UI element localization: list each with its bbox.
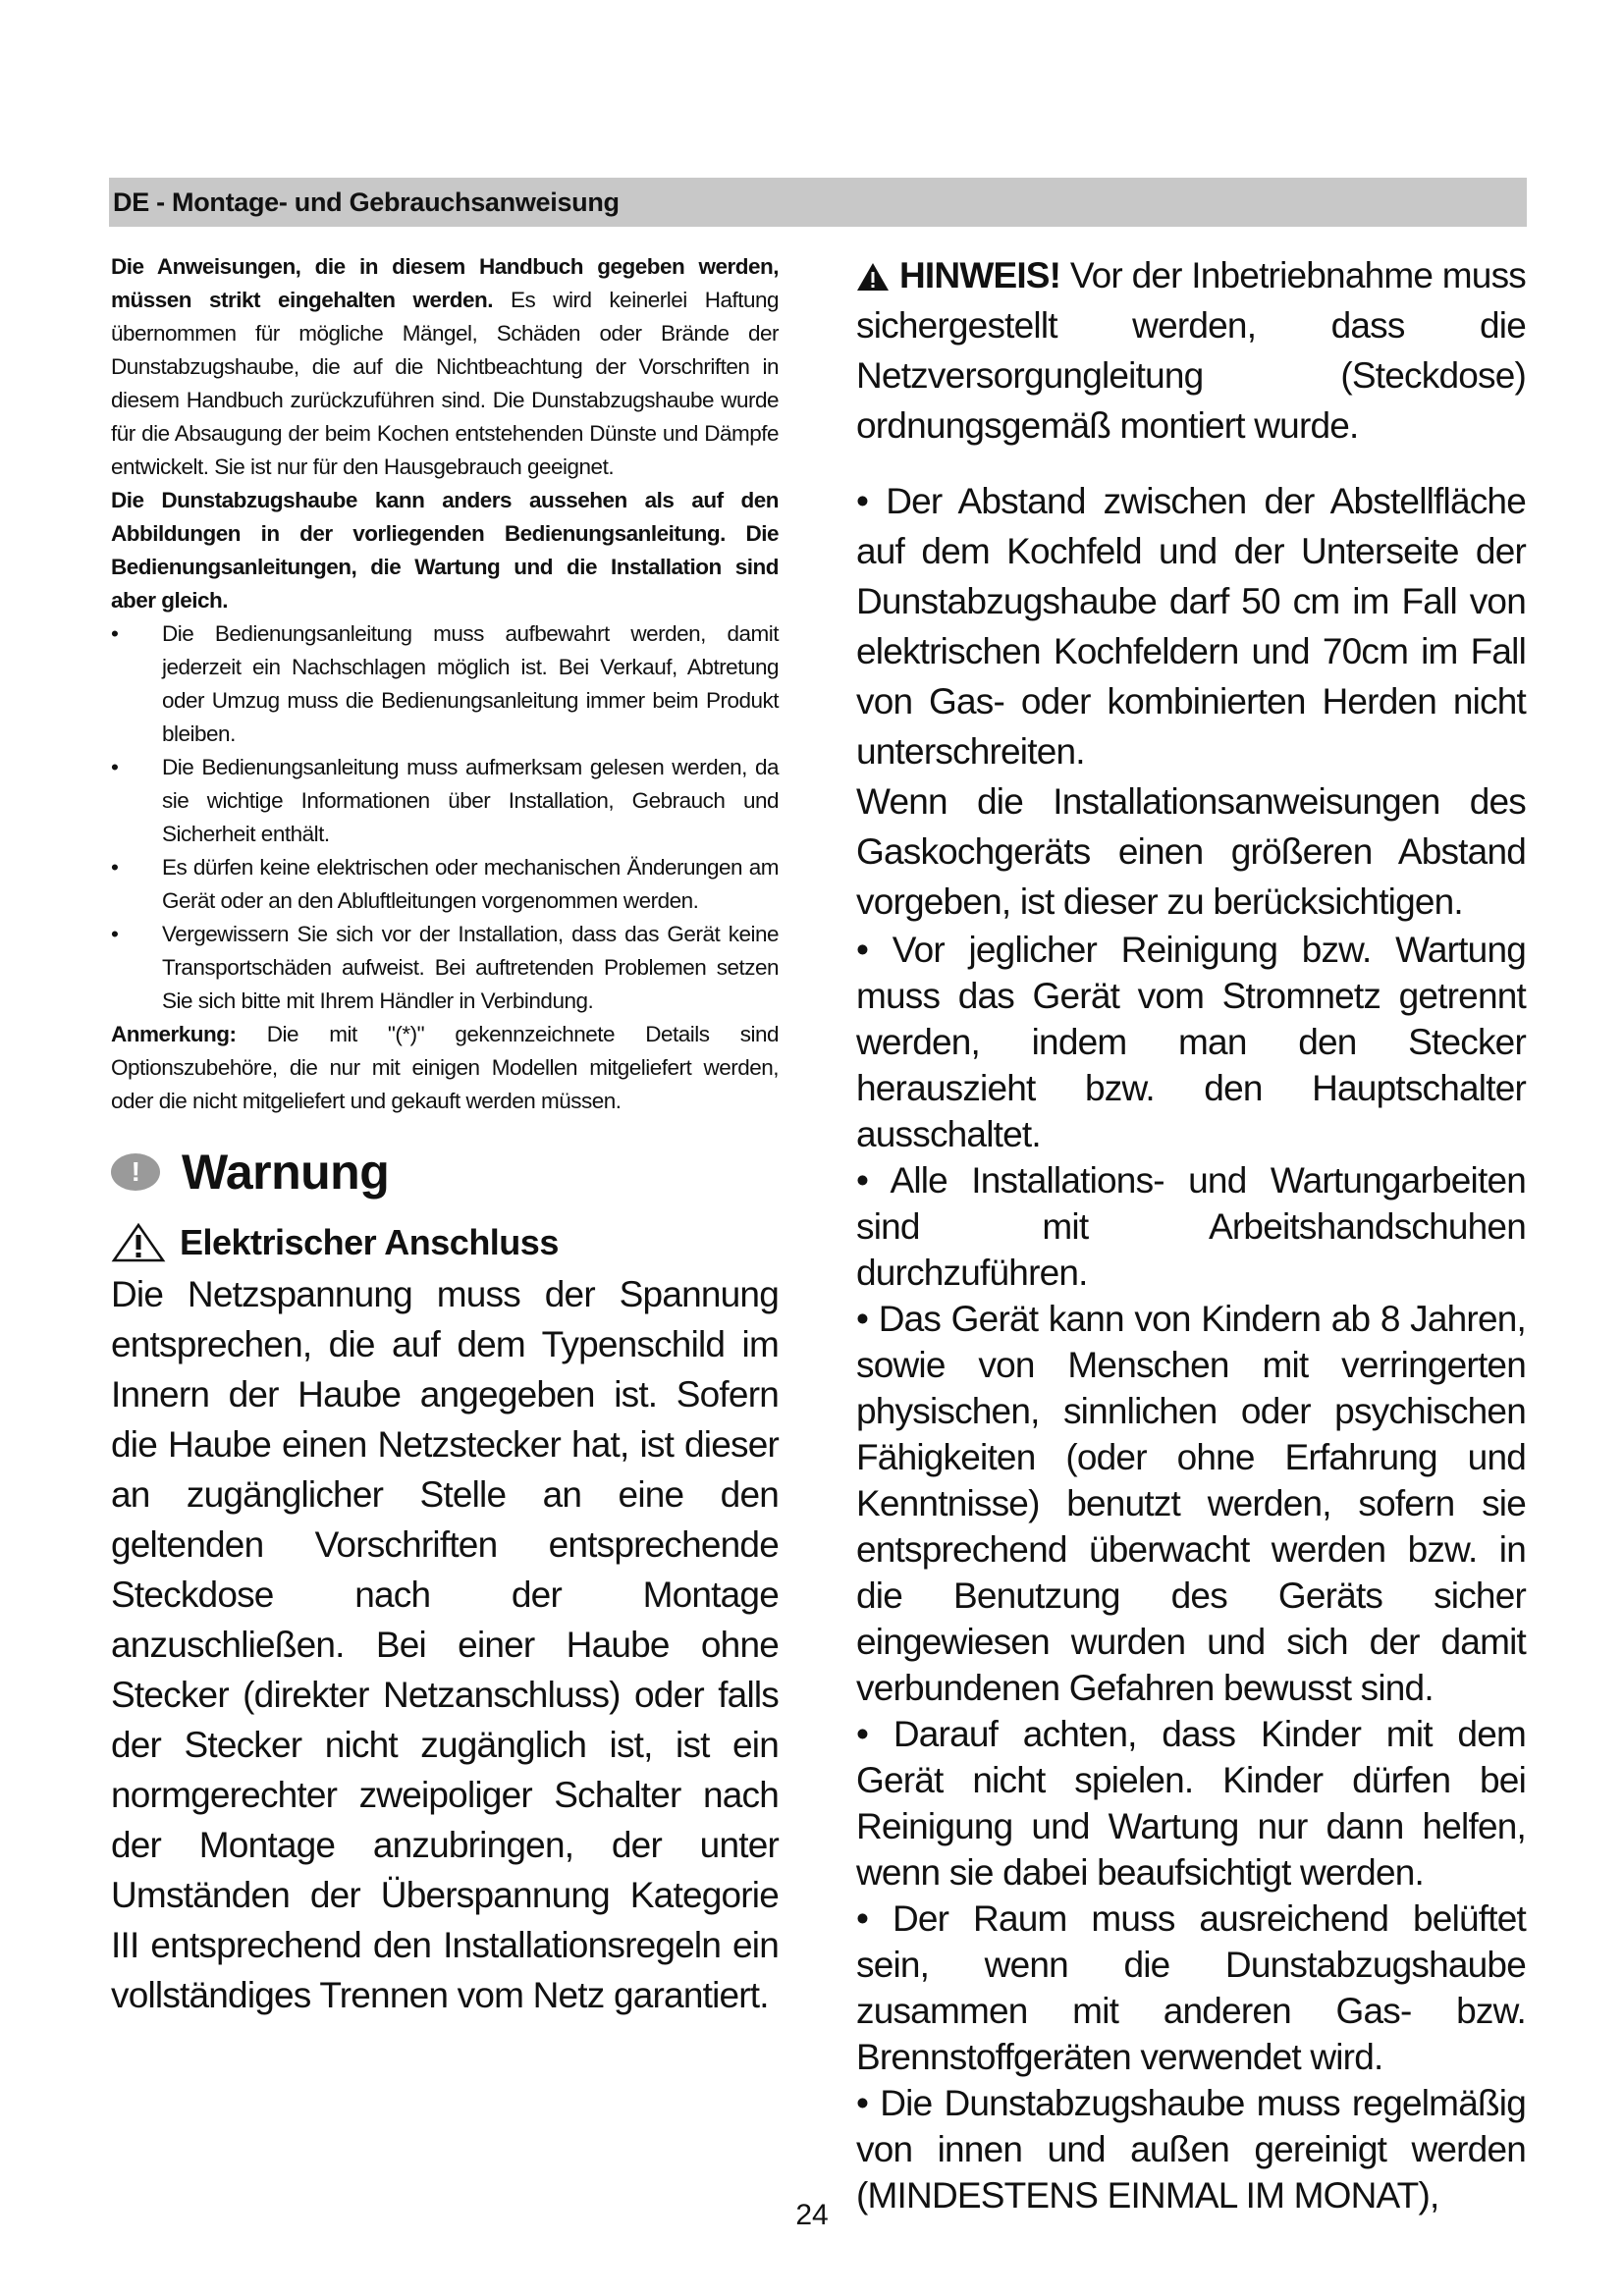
distance-paragraph: • Der Abstand zwischen der Abstellfläche auf dem Kochfeld und der Unterseite der Dunstabzugshaube darf 50 cm im Fall von elektrischen Kochfeldern und 70cm im Fall von Gas- oder kombinierten Herden nicht unterschreiten. (856, 481, 1526, 772)
section-header (109, 178, 1527, 227)
intro-block (111, 250, 779, 1118)
spacer (856, 451, 1526, 476)
warning-title: Warnung (182, 1145, 390, 1200)
children-play-paragraph: • Darauf achten, dass Kinder mit dem Gerät nicht spielen. Kinder dürfen bei Reinigung und Wartung nur dann helfen, wenn sie dabei beaufsichtigt werden. (856, 1714, 1526, 1893)
safety-notes (856, 927, 1526, 2218)
electrical-paragraph: Die Netzspannung muss der Spannung entsprechen, die auf dem Typenschild im Innern der Haube angegeben ist. Sofern die Haube einen Netzstecker hat, ist dieser an zugänglicher Stelle an eine den geltenden Vorschriften entsprechende Steckdose nach der Montage anzuschließen. Bei einer Haube ohne Stecker (direkter Netzanschluss) oder falls der Stecker nicht zugänglich ist, ist ein normgerechter zweipoliger Schalter nach der Montage anzubringen, der unter Umständen der Überspannung Kategorie III entsprechend den Installationsregeln ein vollständiges Trennen vom Netz garantiert. (111, 1274, 779, 2015)
electrical-heading (111, 1222, 779, 1263)
right-column (856, 250, 1526, 2218)
intro-bold-paragraph: Die Dunstabzugshaube kann anders aussehen als auf den Abbildungen in der vorliegenden Bedienungsanleitung. Die Bedienungsanleitungen, die Wartung und die Installation sind aber gleich. (111, 488, 779, 613)
electrical-text-block (111, 1269, 779, 2020)
electrical-title: Elektrischer Anschluss (180, 1222, 559, 1262)
warning-icon: ! (111, 1153, 160, 1191)
list-item: • Es dürfen keine elektrischen oder mechanischen Änderungen am Gerät oder an den Abluftleitungen vorgenommen werden. (111, 851, 779, 918)
bullet-icon: • (111, 621, 119, 646)
note-paragraph (111, 1018, 779, 1118)
intro-text: Es wird keinerlei Haftung übernommen für mögliche Mängel, Schäden oder Brände der Dunstabzugshaube, die auf die Nichtbeachtung der Vorschriften in diesem Handbuch zurückzuführen sind. Die Dunstabzugshaube wurde für die Absaugung der beim Kochen entstehenden Dünste und Dämpfe entwickelt. Sie ist nur für den Hausgebrauch geeignet. (111, 288, 779, 479)
hinweis-paragraph (856, 250, 1526, 451)
left-column (111, 250, 779, 2020)
list-item: • Die Bedienungsanleitung muss aufmerksam gelesen werden, da sie wichtige Informationen über Installation, Gebrauch und Sicherheit enthält. (111, 751, 779, 851)
instruction-list (111, 617, 779, 1018)
warning-heading (111, 1144, 779, 1201)
note-text: Die mit "(*)" gekennzeichnete Details sind Optionszubehöre, die nur mit einigen Modellen mitgeliefert werden, oder die nicht mitgeliefert und gekauft werden müssen. (111, 1022, 779, 1113)
list-item: • Die Bedienungsanleitung muss aufbewahrt werden, damit jederzeit ein Nachschlagen möglich ist. Bei Verkauf, Abtretung oder Umzug muss die Bedienungsanleitung immer beim Produkt bleiben. (111, 617, 779, 751)
warning-triangle-icon (856, 262, 890, 292)
warning-triangle-icon (111, 1222, 166, 1263)
hinweis-text: Vor der Inbetriebnahme muss sichergestellt werden, dass die Netzversorgungleitung (Steckdose) ordnungsgemäß montiert wurde. (856, 255, 1526, 446)
children-paragraph: • Das Gerät kann von Kindern ab 8 Jahren, sowie von Menschen mit verringerten physischen, sinnlichen oder psychischen Fähigkeiten (oder ohne Erfahrung und Kenntnisse) benutzt werden, sofern sie entsprechend überwacht werden bzw. in die Benutzung des Geräts sicher eingewiesen wurden und sich der damit verbundenen Gefahren bewusst sind. (856, 1299, 1526, 1708)
intro-paragraph (111, 250, 779, 484)
note-label: Anmerkung: (111, 1022, 237, 1046)
bullet-icon: • (111, 855, 119, 880)
gloves-paragraph: • Alle Installations- und Wartungarbeiten sind mit Arbeitshandschuhen durchzuführen. (856, 1160, 1526, 1293)
cleaning-interval-paragraph: • Die Dunstabzugshaube muss regelmäßig von innen und außen gereinigt werden (MINDESTENS EINMAL IM MONAT), (856, 2083, 1526, 2216)
ventilation-paragraph: • Der Raum muss ausreichend belüftet sein, wenn die Dunstabzugshaube zusammen mit anderen Gas- bzw. Brennstoffgeräten verwendet wird. (856, 1898, 1526, 2077)
bullet-icon: • (111, 755, 119, 779)
list-item: • Vergewissern Sie sich vor der Installation, dass das Gerät keine Transportschäden aufweist. Bei auftretenden Problemen setzen Sie sich bitte mit Ihrem Händler in Verbindung. (111, 918, 779, 1018)
gas-distance-paragraph: Wenn die Installationsanweisungen des Gaskochgeräts einen größeren Abstand vorgeben, ist dieser zu berücksichtigen. (856, 781, 1526, 922)
cleaning-paragraph: • Vor jeglicher Reinigung bzw. Wartung muss das Gerät vom Stromnetz getrennt werden, indem man den Stecker herauszieht bzw. den Hauptschalter ausschaltet. (856, 930, 1526, 1154)
section-header-title: DE - Montage- und Gebrauchsanweisung (113, 187, 620, 217)
page-number: 24 (795, 2199, 829, 2231)
bullet-icon: • (111, 922, 119, 946)
hinweis-label: HINWEIS! (899, 255, 1061, 295)
intro-bold-text: Die Anweisungen, die in diesem Handbuch gegeben werden, müssen strikt eingehalten werden. (111, 254, 779, 312)
